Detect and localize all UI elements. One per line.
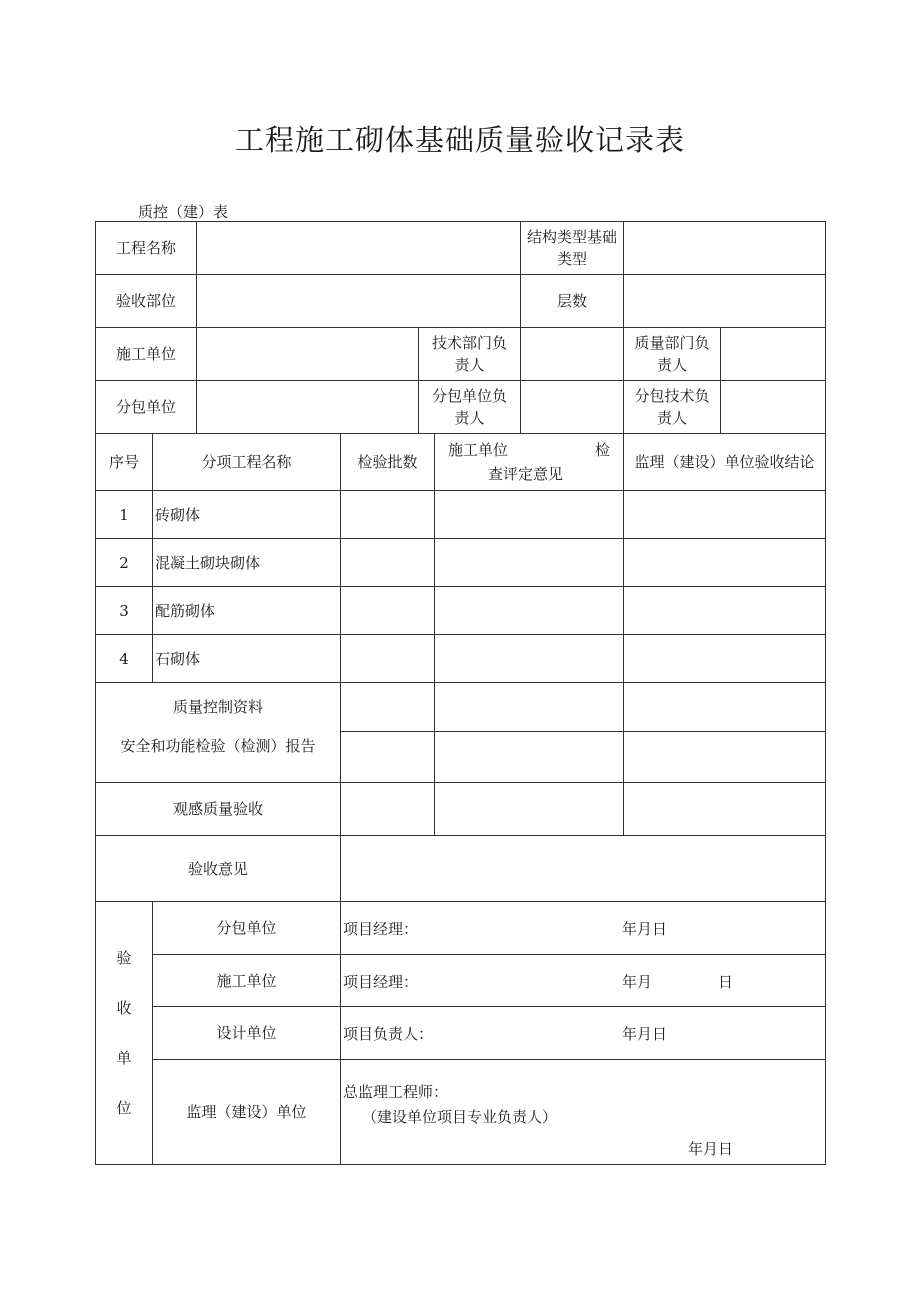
- col-seq: 序号: [108, 453, 139, 471]
- grid-line: [340, 433, 341, 1164]
- accept-units-char: 位: [116, 1099, 132, 1117]
- grid-line: [340, 731, 825, 732]
- supervision-unit-name: 监理（建设）单位: [186, 1103, 307, 1121]
- col-supervision-conclusion: 监理（建设）单位验收结论: [634, 453, 815, 471]
- floors-field[interactable]: [624, 275, 825, 327]
- construction-unit-field[interactable]: [197, 328, 418, 380]
- item-name: 配筋砌体: [155, 601, 216, 620]
- subcontract-date: 年月日: [622, 920, 668, 938]
- subcontract-unit-field[interactable]: [197, 381, 418, 433]
- tech-dept-head-field[interactable]: [521, 328, 623, 380]
- accept-units-char: 单: [116, 1049, 132, 1067]
- col-construction-check-b: 检: [595, 441, 611, 459]
- floors-label: 层数: [556, 292, 587, 310]
- item-seq: 4: [119, 649, 129, 668]
- appearance-label: 观感质量验收: [172, 800, 263, 818]
- subcontract-head-field[interactable]: [521, 381, 623, 433]
- grid-line: [825, 221, 826, 1164]
- subcontract-head-label: 分包单位负责人: [431, 387, 507, 427]
- item-seq: 2: [119, 553, 129, 572]
- quality-dept-head-label: 质量部门负责人: [634, 334, 710, 374]
- accept-units-char: 验: [116, 949, 132, 967]
- accept-part-field[interactable]: [197, 275, 520, 327]
- supervision-role-alt: （建设单位项目专业负责人）: [362, 1108, 558, 1126]
- construction-date-month: 年月: [622, 973, 653, 991]
- project-name-field[interactable]: [197, 222, 520, 274]
- quality-control-label: 质量控制资料: [172, 698, 263, 716]
- subcontract-tech-head-field[interactable]: [721, 381, 825, 433]
- item-seq: 1: [119, 505, 129, 524]
- safety-report-label: 安全和功能检验（检测）报告: [120, 737, 316, 755]
- col-item-name: 分项工程名称: [201, 453, 292, 471]
- subcontract-unit-label: 分包单位: [115, 398, 176, 416]
- form-code: 质控（建）表: [138, 203, 229, 221]
- accept-part-label: 验收部位: [115, 292, 176, 310]
- design-date: 年月日: [622, 1025, 668, 1043]
- construction-date-day: 日: [718, 973, 734, 991]
- accept-units-char: 收: [116, 999, 132, 1017]
- structure-type-field[interactable]: [624, 222, 825, 274]
- structure-type-label: 结构类型基础类型: [527, 228, 618, 268]
- item-seq: 3: [119, 601, 129, 620]
- item-name: 砖砌体: [155, 505, 201, 524]
- col-construction-check-a: 施工单位: [448, 441, 509, 459]
- construction-role: 项目经理：: [343, 973, 419, 991]
- col-construction-check-c: 查评定意见: [488, 465, 564, 483]
- quality-dept-head-field[interactable]: [721, 328, 825, 380]
- subcontract-role: 项目经理：: [343, 920, 419, 938]
- grid-line: [95, 1164, 826, 1165]
- grid-line: [434, 433, 435, 835]
- supervision-date: 年月日: [688, 1140, 734, 1158]
- opinion-label: 验收意见: [187, 859, 248, 878]
- project-name-label: 工程名称: [115, 239, 176, 257]
- accept-units-label: [96, 902, 152, 1164]
- construction-unit-name: 施工单位: [216, 971, 277, 990]
- subcontract-tech-head-label: 分包技术负责人: [634, 387, 710, 427]
- item-name: 混凝土砌块砌体: [155, 553, 261, 572]
- supervision-role: 总监理工程师：: [343, 1083, 449, 1101]
- page-title: 工程施工砌体基础质量验收记录表: [234, 123, 685, 157]
- design-unit-name: 设计单位: [216, 1024, 277, 1042]
- opinion-field[interactable]: [341, 836, 825, 901]
- construction-unit-label: 施工单位: [115, 345, 176, 363]
- tech-dept-head-label: 技术部门负责人: [431, 334, 507, 374]
- design-role: 项目负责人：: [343, 1025, 434, 1043]
- col-batches: 检验批数: [357, 453, 418, 471]
- subcontract-unit-name: 分包单位: [216, 919, 277, 937]
- item-name: 石砌体: [155, 649, 201, 668]
